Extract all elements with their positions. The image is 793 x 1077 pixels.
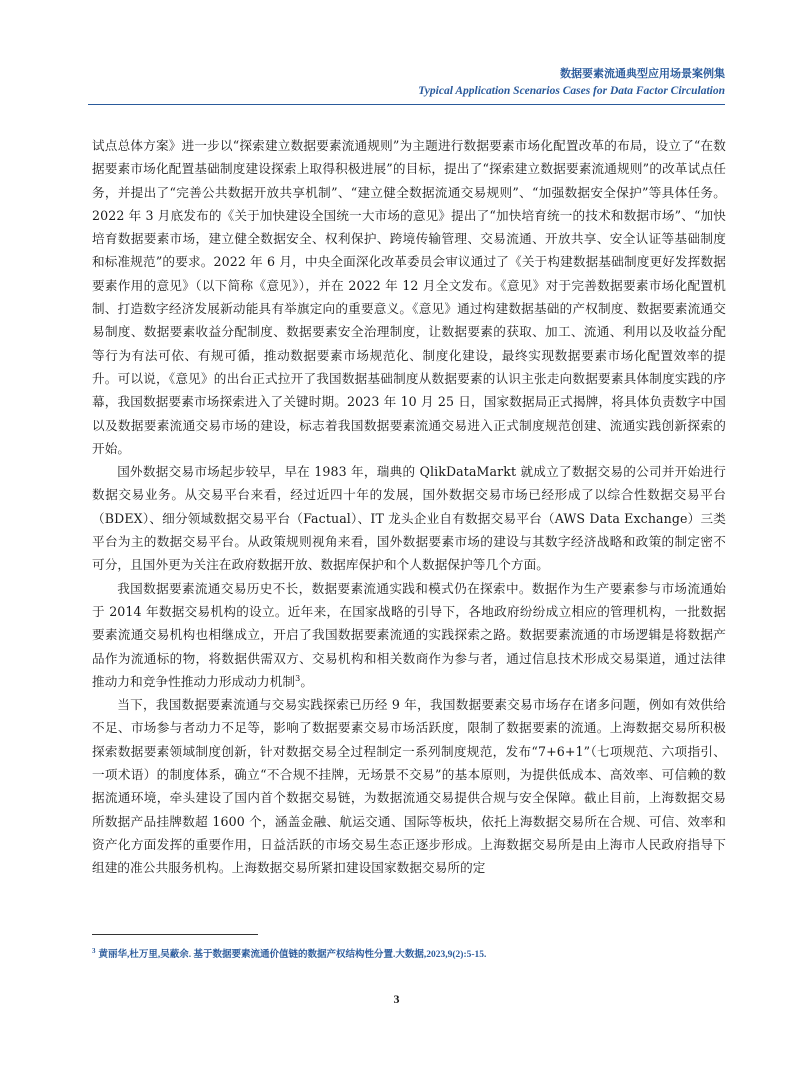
main-body xyxy=(92,134,726,880)
page-number: 3 xyxy=(393,992,400,1006)
header-title-en: Typical Application Scenarios Cases for Data Factor Circulation xyxy=(418,85,725,97)
running-header xyxy=(418,66,725,100)
paragraph-3-end: 。 xyxy=(300,673,314,689)
paragraph-3 xyxy=(92,577,726,693)
header-title-zh: 数据要素流通典型应用场景案例集 xyxy=(560,68,725,80)
footnote-mark: 3 xyxy=(92,946,96,955)
paragraph-2: 国外数据交易市场起步较早，早在 1983 年，瑞典的 QlikDataMarkt 就成立了数据交易的公司并开始进行数据交易业务。从交易平台来看，经过近四十年的发展，国外数据交易市场已经形成了以综合性数据交易平台（BDEX）、细分领域数据交易平台（Factual）、IT 龙头企业自有数据交易平台（AWS Data Exchange）三类平台为主的数据交易平台。从政策规则视角来看，国外数据要素市场的建设与其数字经济战略和政策的制定密不可分，且国外更为关注在政府数据开放、数据库保护和个人数据保护等几个方面。 xyxy=(92,464,726,573)
footnote xyxy=(92,946,486,960)
footnote-divider xyxy=(92,934,258,935)
paragraph-4: 当下，我国数据要素流通与交易实践探索已历经 9 年，我国数据要素交易市场存在诸多问题，例如有效供给不足、市场参与者动力不足等，影响了数据要素交易市场活跃度，限制了数据要素的流通。上海数据交易所积极探索数据要素领域制度创新，针对数据交易全过程制定一系列制度规范，发布“7+6+1”（七项规范、六项指引、一项术语）的制度体系，确立“不合规不挂牌，无场景不交易”的基本原则，为提供低成本、高效率、可信赖的数据流通环境，牵头建设了国内首个数据交易链，为数据流通交易提供合规与安全保障。截止目前，上海数据交易所数据产品挂牌数超 1600 个，涵盖金融、航运交通、国际等板块，依托上海数据交易所在合规、可信、效率和资产化方面发挥的重要作用，日益活跃的市场交易生态正逐步形成。上海数据交易所是由上海市人民政府指导下组建的准公共服务机构。上海数据交易所紧扣建设国家数据交易所的定 xyxy=(92,697,726,876)
header-divider xyxy=(88,104,725,105)
footnote-reference[interactable]: 3 xyxy=(295,673,301,683)
paragraph-3-text: 我国数据要素流通交易历史不长，数据要素流通实践和模式仍在探索中。数据作为生产要素参与市场流通始于 2014 年数据交易机构的设立。近年来，在国家战略的引导下，各地政府纷纷成立相应的管理机构，一批数据要素流通交易机构也相继成立，开启了我国数据要素流通的实践探索之路。数据要素流通的市场逻辑是将数据产品作为流通标的物，将数据供需双方、交易机构和相关数商作为参与者，通过信息技术形成交易渠道，通过法律推动力和竞争性推动力形成动力机制 xyxy=(92,580,726,689)
footnote-text: 黄丽华,杜万里,吴蔽余. 基于数据要素流通价值链的数据产权结构性分置.大数据,2023,9(2):5-15. xyxy=(98,950,487,960)
paragraph-1: 试点总体方案》进一步以“探索建立数据要素流通规则”为主题进行数据要素市场化配置改革的布局，设立了“在数据要素市场化配置基础制度建设探索上取得积极进展”的目标，提出了“探索建立数据要素流通规则”的改革试点任务，并提出了“完善公共数据开放共享机制”、“建立健全数据流通交易规则”、“加强数据安全保护”等具体任务。2022 年 3 月底发布的《关于加快建设全国统一大市场的意见》提出了“加快培育统一的技术和数据市场”、“加快培育数据要素市场，建立健全数据安全、权利保护、跨境传输管理、交易流通、开放共享、安全认证等基础制度和标准规范”的要求。2022 年 6 月，中央全面深化改革委员会审议通过了《关于构建数据基础制度更好发挥数据要素作用的意见》（以下简称《意见》），并在 2022 年 12 月全文发布。《意见》对于完善数据要素市场化配置机制、打造数字经济发展新动能具有举旗定向的重要意义。《意见》通过构建数据基础的产权制度、数据要素流通交易制度、数据要素收益分配制度、数据要素安全治理制度，让数据要素的获取、加工、流通、利用以及收益分配等行为有法可依、有规可循，推动数据要素市场规范化、制度化建设，最终实现数据要素市场化配置效率的提升。可以说，《意见》的出台正式拉开了我国数据基础制度从数据要素的认识主张走向数据要素具体制度实践的序幕，我国数据要素市场探索进入了关键时期。2023 年 10 月 25 日，国家数据局正式揭牌，将具体负责数字中国以及数据要素流通交易市场的建设，标志着我国数据要素流通交易进入正式制度规范创建、流通实践创新探索的开始。 xyxy=(92,138,726,456)
